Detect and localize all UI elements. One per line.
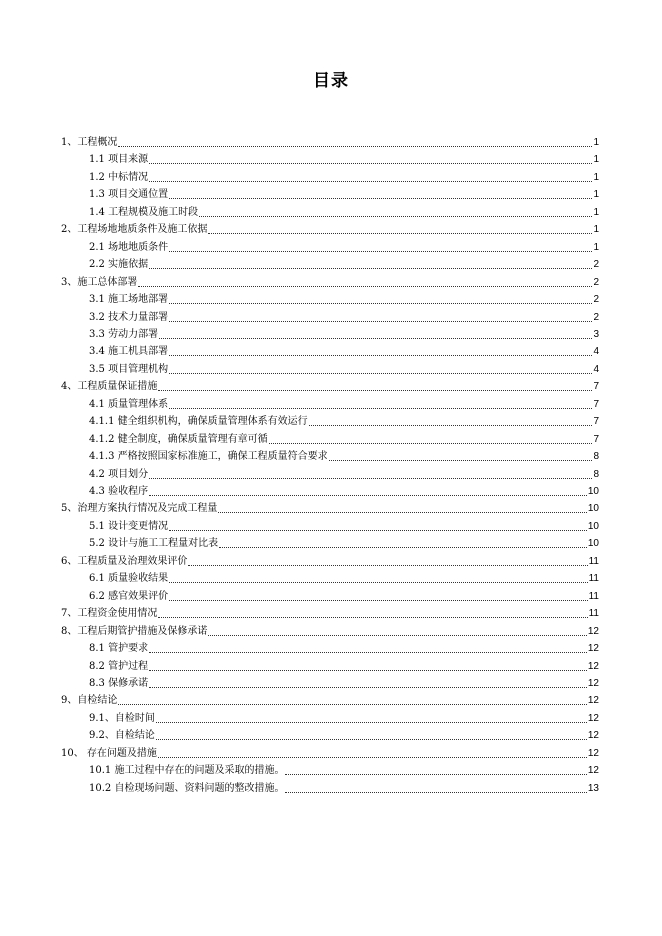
toc-dot-leader	[169, 599, 588, 601]
page-title: 目录	[313, 71, 349, 91]
toc-entry[interactable]	[89, 290, 599, 307]
toc-entry[interactable]	[89, 639, 599, 656]
toc-entry-label: 1.3 项目交通位置	[89, 189, 169, 201]
toc-entry[interactable]	[61, 377, 599, 394]
toc-dot-leader	[188, 564, 587, 566]
toc-dot-leader	[118, 145, 592, 147]
toc-dot-leader	[118, 703, 587, 705]
toc-dot-leader	[149, 477, 592, 479]
toc-entry-page-number: 1	[593, 154, 599, 166]
toc-entry[interactable]	[89, 517, 599, 534]
toc-dot-leader	[199, 215, 592, 217]
toc-entry-page-number: 3	[593, 328, 599, 340]
toc-entry-label: 3.1 施工场地部署	[89, 294, 169, 306]
toc-dot-leader	[169, 529, 587, 531]
toc-entry-page-number: 2	[593, 294, 599, 306]
toc-entry[interactable]	[89, 325, 599, 342]
toc-entry[interactable]	[89, 430, 599, 447]
toc-entry[interactable]	[89, 534, 599, 551]
toc-entry-page-number: 12	[587, 765, 599, 777]
toc-entry-page-number: 1	[593, 137, 599, 148]
toc-dot-leader	[156, 738, 587, 740]
toc-entry-label: 8.2 管护过程	[89, 660, 149, 672]
toc-entry[interactable]	[89, 587, 599, 604]
toc-entry-label: 6.1 质量验收结果	[89, 573, 169, 585]
toc-dot-leader	[218, 511, 587, 513]
toc-dot-leader	[169, 354, 592, 356]
toc-entry-page-number: 1	[593, 206, 599, 218]
toc-entry[interactable]	[89, 674, 599, 691]
toc-dot-leader	[156, 721, 587, 723]
toc-entry-page-number: 2	[593, 311, 599, 323]
toc-dot-leader	[138, 285, 592, 287]
toc-entry-page-number: 12	[587, 643, 599, 655]
toc-dot-leader	[219, 546, 587, 548]
toc-entry-label: 9、自检结论	[61, 695, 118, 707]
toc-dot-leader	[285, 773, 586, 775]
toc-entry-page-number: 12	[587, 747, 599, 759]
toc-entry-page-number: 7	[593, 398, 599, 410]
toc-dot-leader	[208, 634, 587, 636]
toc-entry-page-number: 12	[587, 660, 599, 672]
toc-entry-page-number: 1	[593, 171, 599, 183]
toc-entry[interactable]	[89, 308, 599, 325]
toc-entry[interactable]	[89, 709, 599, 726]
toc-entry-label: 9.2、自检结论	[89, 730, 155, 742]
toc-entry-label: 1.4 工程规模及施工时段	[89, 206, 199, 218]
toc-entry-label: 2.1 场地地质条件	[89, 241, 169, 253]
toc-dot-leader	[169, 581, 588, 583]
toc-entry-label: 1、工程概况	[61, 137, 118, 148]
toc-entry[interactable]	[89, 465, 599, 482]
toc-dot-leader	[169, 320, 592, 322]
toc-entry[interactable]	[89, 569, 599, 586]
toc-entry-page-number: 12	[587, 730, 599, 742]
toc-dot-leader	[149, 669, 587, 671]
toc-entry[interactable]	[61, 133, 599, 150]
toc-entry[interactable]	[61, 220, 599, 237]
toc-dot-leader	[169, 250, 592, 252]
toc-entry-page-number: 10	[587, 538, 599, 550]
toc-entry-label: 5.1 设计变更情况	[89, 520, 169, 532]
toc-entry-label: 6、工程质量及治理效果评价	[61, 555, 188, 567]
toc-entry[interactable]	[89, 185, 599, 202]
toc-dot-leader	[149, 686, 587, 688]
toc-dot-leader	[169, 372, 592, 374]
toc-entry[interactable]	[61, 744, 599, 761]
toc-entry[interactable]	[61, 273, 599, 290]
toc-dot-leader	[158, 616, 587, 618]
toc-dot-leader	[309, 424, 593, 426]
toc-dot-leader	[159, 337, 592, 339]
toc-entry-label: 3.4 施工机具部署	[89, 346, 169, 358]
toc-entry-label: 3.2 技术力量部署	[89, 311, 169, 323]
toc-dot-leader	[149, 267, 592, 269]
toc-entry[interactable]	[61, 691, 599, 708]
toc-entry-label: 2、工程场地地质条件及施工依据	[61, 224, 208, 236]
toc-entry[interactable]	[89, 447, 599, 464]
toc-dot-leader	[158, 756, 587, 758]
toc-dot-leader	[169, 302, 592, 304]
toc-entry[interactable]	[61, 622, 599, 639]
toc-entry-page-number: 8	[593, 451, 599, 463]
toc-entry[interactable]	[89, 360, 599, 377]
toc-dot-leader	[169, 197, 592, 199]
toc-entry-page-number: 1	[593, 241, 599, 253]
toc-entry-page-number: 2	[593, 276, 599, 288]
toc-entry[interactable]	[89, 203, 599, 220]
toc-entry[interactable]	[89, 255, 599, 272]
toc-entry-label: 10.1 施工过程中存在的问题及采取的措施。	[89, 765, 285, 777]
toc-entry[interactable]	[89, 150, 599, 167]
toc-entry-page-number: 13	[587, 782, 599, 794]
toc-entry-page-number: 4	[593, 363, 599, 375]
toc-entry-label: 3.3 劳动力部署	[89, 328, 159, 340]
toc-entry[interactable]	[89, 779, 599, 796]
toc-entry-label: 4.3 验收程序	[89, 486, 149, 497]
toc-entry-label: 7、工程资金使用情况	[61, 608, 158, 620]
toc-dot-leader	[269, 442, 593, 444]
toc-entry-label: 3、施工总体部署	[61, 276, 138, 288]
toc-entry-page-number: 11	[588, 573, 599, 585]
toc-entry-page-number: 11	[588, 608, 599, 620]
toc-entry-page-number: 12	[587, 677, 599, 689]
toc-entry[interactable]	[61, 552, 599, 569]
toc-entry-label: 4、工程质量保证措施	[61, 381, 158, 393]
toc-entry-page-number: 7	[593, 433, 599, 445]
toc-entry-label: 6.2 感官效果评价	[89, 590, 169, 602]
toc-entry-page-number: 11	[588, 590, 599, 602]
toc-dot-leader	[169, 407, 592, 409]
toc-entry-page-number: 10	[587, 503, 599, 515]
toc-entry-page-number: 10	[587, 520, 599, 532]
toc-entry-label: 4.1 质量管理体系	[89, 398, 169, 410]
toc-entry-label: 8、工程后期管护措施及保修承诺	[61, 625, 208, 637]
toc-dot-leader	[285, 791, 586, 793]
toc-entry-page-number: 12	[587, 712, 599, 724]
toc-dot-leader	[158, 389, 592, 391]
toc-entry[interactable]	[61, 499, 599, 516]
toc-entry-label: 1.2 中标情况	[89, 171, 149, 183]
toc-entry[interactable]	[61, 604, 599, 621]
toc-entry[interactable]	[89, 726, 599, 743]
toc-entry-page-number: 12	[587, 625, 599, 637]
toc-entry-page-number: 1	[593, 224, 599, 236]
toc-dot-leader	[149, 494, 587, 496]
toc-entry-label: 10.2 自检现场问题、资料问题的整改措施。	[89, 782, 285, 794]
toc-entry-label: 4.2 项目划分	[89, 468, 149, 480]
toc-entry[interactable]	[89, 342, 599, 359]
toc-entry[interactable]	[89, 412, 599, 429]
toc-entry[interactable]	[89, 238, 599, 255]
toc-entry-label: 5.2 设计与施工工程量对比表	[89, 538, 219, 550]
toc-dot-leader	[208, 232, 592, 234]
toc-entry-label: 2.2 实施依据	[89, 259, 149, 271]
toc-entry-label: 5、治理方案执行情况及完成工程量	[61, 503, 218, 515]
toc-dot-leader	[149, 651, 587, 653]
toc-entry[interactable]	[89, 482, 599, 499]
toc-dot-leader	[149, 162, 592, 164]
toc-entry-page-number: 10	[587, 486, 599, 497]
toc-entry-page-number: 4	[593, 346, 599, 358]
toc-entry[interactable]	[89, 761, 599, 778]
toc-entry-label: 4.1.3 严格按照国家标准施工，确保工程质量符合要求	[89, 451, 328, 463]
toc-entry-page-number: 12	[587, 695, 599, 707]
toc-entry-label: 10、 存在问题及措施	[61, 747, 157, 759]
toc-entry-page-number: 7	[593, 416, 599, 428]
toc-entry-page-number: 11	[588, 555, 599, 567]
toc-entry-label: 4.1.1 健全组织机构，确保质量管理体系有效运行	[89, 416, 308, 428]
toc-entry-label: 4.1.2 健全制度，确保质量管理有章可循	[89, 433, 268, 445]
toc-entry-page-number: 8	[593, 468, 599, 480]
toc-entry[interactable]	[89, 168, 599, 185]
toc-entry[interactable]	[89, 657, 599, 674]
toc-dot-leader	[329, 459, 593, 461]
toc-entry[interactable]	[89, 395, 599, 412]
toc-entry-label: 8.3 保修承诺	[89, 677, 149, 689]
toc-entry-label: 8.1 管护要求	[89, 643, 149, 655]
toc-entry-label: 3.5 项目管理机构	[89, 363, 169, 375]
toc-entry-page-number: 1	[593, 189, 599, 201]
toc-entry-page-number: 7	[593, 381, 599, 393]
toc-dot-leader	[149, 180, 592, 182]
toc-entry-page-number: 2	[593, 259, 599, 271]
toc-entry-label: 1.1 项目来源	[89, 154, 149, 166]
toc-entry-label: 9.1、自检时间	[89, 712, 155, 724]
